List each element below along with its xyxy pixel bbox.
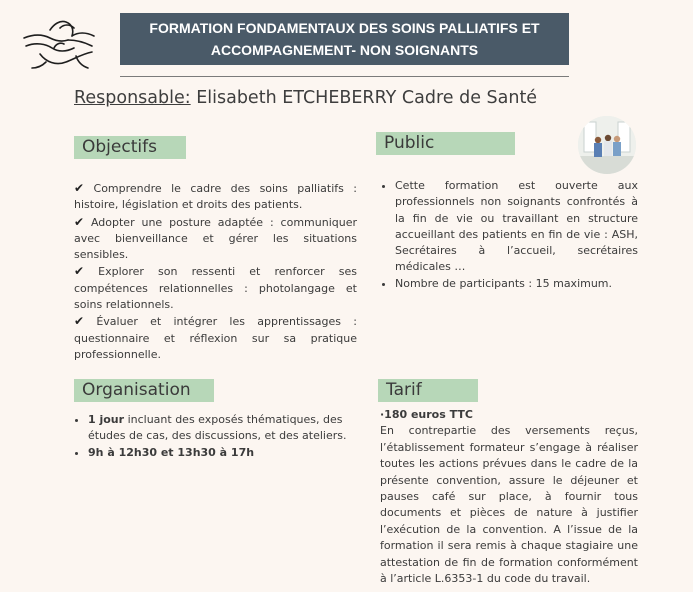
hands-logo-icon <box>20 12 98 74</box>
group-photo <box>578 116 636 174</box>
header-divider <box>120 76 569 77</box>
check-icon: ✔ <box>74 314 85 329</box>
duration-value: 1 jour <box>88 413 125 426</box>
tarif-heading: Tarif <box>378 379 478 402</box>
title-line-1: FORMATION FONDAMENTAUX DES SOINS PALLIATIFS ET <box>149 20 540 36</box>
list-item: • Nombre de participants : 15 maximum. <box>395 276 638 292</box>
organisation-heading: Organisation <box>74 379 214 402</box>
objectif-text: Évaluer et intégrer les apprentissages : questionnaire et réflexion sur sa pratique professionnelle. <box>74 315 357 361</box>
objectif-text: Explorer son ressenti et renforcer ses compétences relationnelles : photolangage et soins relationnels. <box>74 265 357 312</box>
list-item: • 9h à 12h30 et 13h30 à 17h <box>88 445 357 461</box>
duration-text: incluant des exposés thématiques, des études de cas, des discussions, et des ateliers. <box>88 413 347 443</box>
objectif-item <box>74 263 357 313</box>
tarif-body: En contrepartie des versements reçus, l’établissement formateur s’engage à réaliser toutes les actions prévues dans le cadre de la présente convention, assure le déjeuner et pauses café sur place, à fournir tous documents et pièces de nature à justifier l’exécution de la convention. A l’issue de la formation il sera remis à chaque stagiaire une attestation de fin de formation conformément à l’article L.6353-1 du code du travail. <box>380 424 638 586</box>
public-heading: Public <box>376 132 515 155</box>
objectif-item <box>74 214 357 264</box>
check-icon: ✔ <box>74 181 85 195</box>
responsable-value: Elisabeth ETCHEBERRY Cadre de Santé <box>190 88 538 108</box>
objectif-text: Adopter une posture adaptée : communiquer avec bienveillance et gérer les situations sensibles. <box>74 215 358 262</box>
page-title-banner <box>120 13 569 65</box>
responsable-line <box>74 88 537 108</box>
responsable-label: Responsable: <box>74 88 191 108</box>
objectifs-heading: Objectifs <box>74 136 186 159</box>
check-icon: ✔ <box>74 264 85 279</box>
list-item <box>88 412 357 445</box>
organisation-list <box>74 412 357 461</box>
objectifs-list <box>74 180 357 363</box>
objectif-text: Comprendre le cadre des soins palliatifs : histoire, législation et droits des patients. <box>74 182 358 212</box>
check-icon: ✔ <box>74 214 85 229</box>
price-value: ·180 euros TTC <box>380 408 473 421</box>
title-line-2: ACCOMPAGNEMENT- NON SOIGNANTS <box>210 42 479 58</box>
tarif-block <box>380 407 638 587</box>
objectif-item <box>74 180 357 214</box>
public-list <box>381 178 638 292</box>
list-item: • Cette formation est ouverte aux professionnels non soignants confrontés à la fin de vie ou travaillant en structure accueillant des patients en fin de vie : ASH, Secrétaires à l’accueil, secrétaires médicales … <box>395 178 638 276</box>
objectif-item <box>74 313 357 363</box>
